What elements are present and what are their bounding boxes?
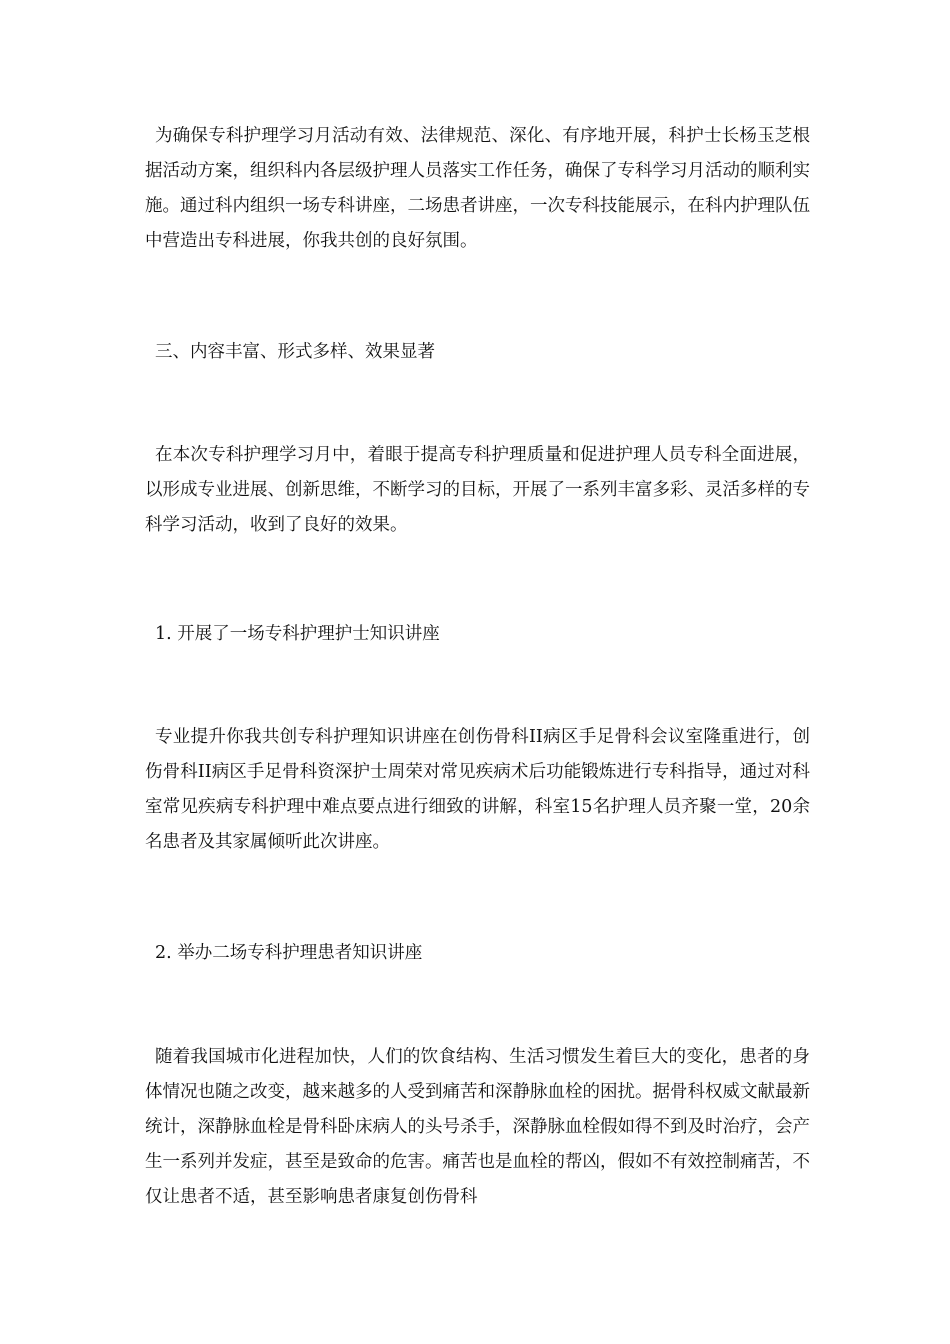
section-heading-three: 三、内容丰富、形式多样、效果显著	[155, 342, 435, 362]
paragraph-implementation: 为确保专科护理学习月活动有效、法律规范、深化、有序地开展，科护士长杨玉芝根据活动方案，组织科内各层级护理人员落实工作任务，确保了专科学习月活动的顺利实施。通过科内组织一场专科讲座，二场患者讲座，一次专科技能展示，在科内护理队伍中营造出专科进展，你我共创的良好氛围。	[145, 126, 810, 251]
paragraph-nurse-lecture: 专业提升你我共创专科护理知识讲座在创伤骨科II病区手足骨科会议室隆重进行，创伤骨科II病区手足骨科资深护士周荣对常见疾病术后功能锻炼进行专科指导，通过对科室常见疾病专科护理中难点要点进行细致的讲解，科室15名护理人员齐聚一堂，20余名患者及其家属倾听此次讲座。	[145, 727, 810, 852]
subheading-patient-lecture: 2. 举办二场专科护理患者知识讲座	[155, 943, 423, 963]
subheading-nurse-lecture: 1. 开展了一场专科护理护士知识讲座	[155, 624, 440, 644]
paragraph-content-overview: 在本次专科护理学习月中，着眼于提高专科护理质量和促进护理人员专科全面进展，以形成专业进展、创新思维，不断学习的目标，开展了一系列丰富多彩、灵活多样的专科学习活动，收到了良好的效果。	[145, 445, 810, 535]
paragraph-patient-lecture: 随着我国城市化进程加快，人们的饮食结构、生活习惯发生着巨大的变化，患者的身体情况也随之改变，越来越多的人受到痛苦和深静脉血栓的困扰。据骨科权威文献最新统计，深静脉血栓是骨科卧床病人的头号杀手，深静脉血栓假如得不到及时治疗，会产生一系列并发症，甚至是致命的危害。痛苦也是血栓的帮凶，假如不有效控制痛苦，不仅让患者不适，甚至影响患者康复创伤骨科	[145, 1047, 810, 1207]
